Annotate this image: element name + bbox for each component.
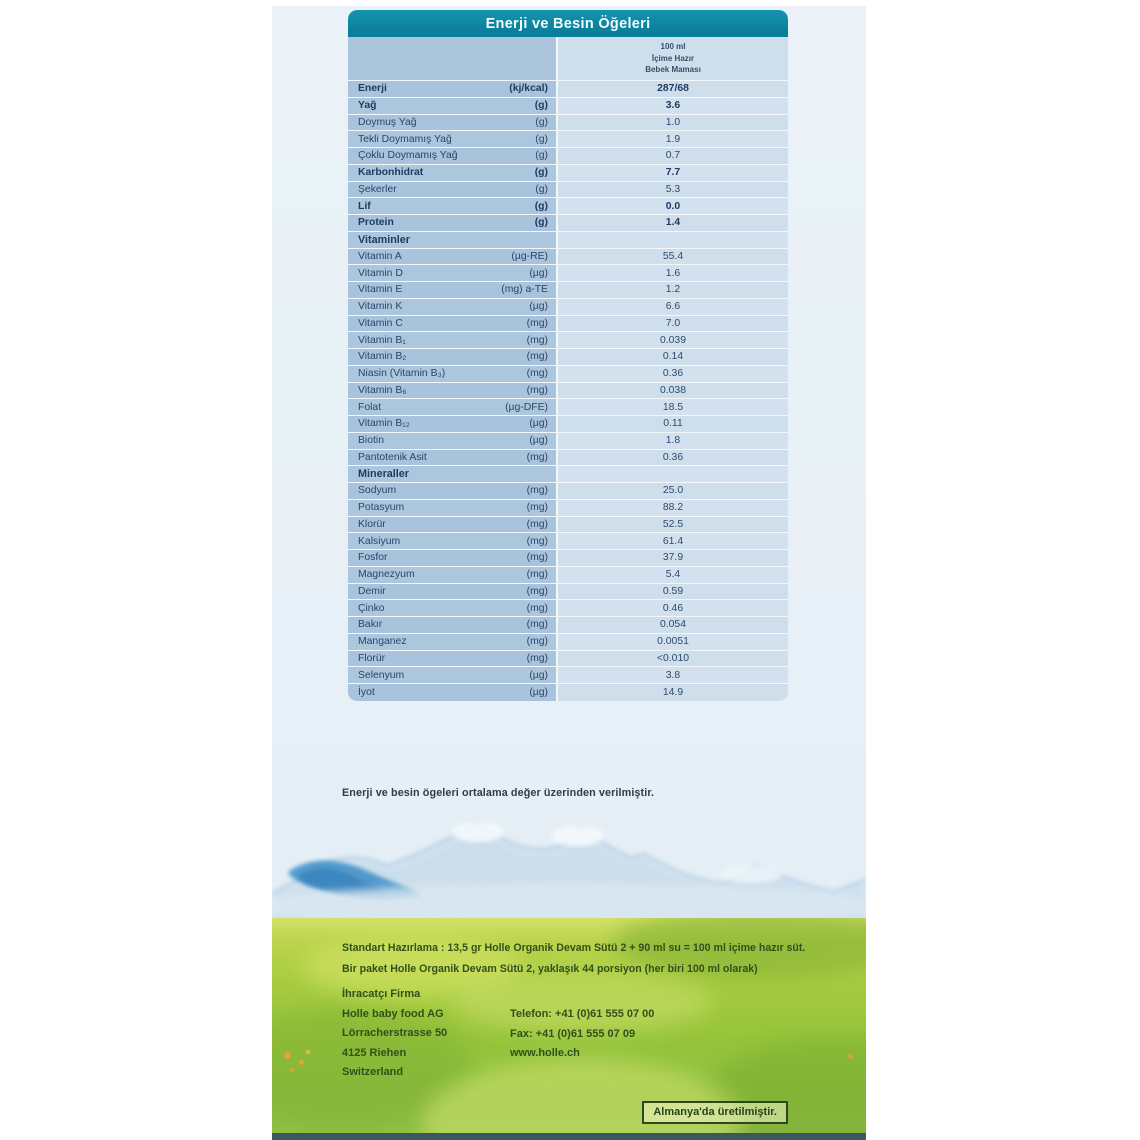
row-value: 0.59 [662, 585, 684, 597]
contact-website: www.holle.ch [510, 1047, 580, 1060]
row-label: Enerji [358, 83, 387, 95]
row-label: Vitaminler [358, 233, 411, 246]
row-value-cell [558, 416, 788, 432]
exporter-line: 4125 Riehen [342, 1046, 407, 1059]
row-label-cell [348, 282, 558, 298]
table-row [348, 383, 788, 400]
preparation-text [342, 938, 812, 979]
table-row [348, 349, 788, 366]
table-row [348, 215, 788, 232]
row-value: 0.14 [662, 351, 684, 363]
table-row [348, 98, 788, 115]
row-value-cell [558, 282, 788, 298]
row-label: Şekerler [358, 183, 397, 195]
row-label-cell [348, 332, 558, 348]
row-value: 88.2 [662, 502, 684, 514]
row-label-cell [348, 567, 558, 583]
row-value-cell [558, 433, 788, 449]
row-value: 6.6 [665, 301, 681, 313]
row-label: Doymuş Yağ [358, 116, 417, 128]
row-label: Folat [358, 401, 382, 413]
row-unit: (µg) [529, 686, 548, 698]
row-unit: (mg) [526, 585, 548, 597]
row-unit: (µg) [529, 301, 548, 313]
row-value: 0.054 [659, 619, 686, 631]
row-label-cell [348, 198, 558, 214]
row-value-cell [558, 215, 788, 231]
row-label: Florür [358, 652, 386, 664]
table-row [348, 249, 788, 266]
row-label-cell [348, 165, 558, 181]
row-value: 0.36 [662, 368, 684, 380]
row-value-cell [558, 131, 788, 147]
nutrition-rows [348, 81, 788, 701]
row-value: 287/68 [657, 83, 689, 95]
row-label-cell [348, 533, 558, 549]
row-unit: (µg-RE) [511, 250, 548, 262]
row-label: Vitamin E [358, 284, 403, 296]
row-label: Pantotenik Asit [358, 451, 427, 463]
contact-info [510, 1005, 654, 1064]
column-header-line: İçime Hazır [651, 53, 695, 63]
row-label-cell [348, 148, 558, 164]
contact-phone: Telefon: +41 (0)61 555 07 00 [510, 1008, 655, 1020]
column-header-line: 100 ml [660, 42, 686, 52]
row-label-cell [348, 634, 558, 650]
flower-icon [848, 1054, 853, 1059]
row-unit: (g) [534, 200, 548, 212]
table-row [348, 399, 788, 416]
row-label: Vitamin C [358, 317, 403, 329]
row-label: Çoklu Doymamış Yağ [358, 150, 458, 162]
row-value-cell [558, 399, 788, 415]
row-label-cell [348, 450, 558, 466]
made-in-badge: Almanya'da üretilmiştir. [642, 1101, 788, 1124]
row-value-cell [558, 316, 788, 332]
row-label: Vitamin D [358, 267, 403, 279]
row-unit: (g) [535, 183, 548, 195]
row-unit: (mg) [526, 636, 548, 648]
row-unit: (mg) [526, 351, 548, 363]
row-unit: (µg-DFE) [505, 401, 548, 413]
row-value-cell [558, 466, 788, 482]
bottom-strip [272, 1133, 866, 1140]
table-row [348, 533, 788, 550]
table-row [348, 600, 788, 617]
row-label-cell [348, 550, 558, 566]
mountain-illustration [272, 794, 866, 934]
row-label-cell [348, 584, 558, 600]
nutrition-table [348, 10, 788, 701]
row-label-cell [348, 466, 558, 482]
table-title: Enerji ve Besin Öğeleri [348, 10, 788, 37]
row-value-cell [558, 550, 788, 566]
row-label-cell [348, 249, 558, 265]
row-label: Demir [358, 585, 386, 597]
table-row [348, 584, 788, 601]
row-label-cell [348, 433, 558, 449]
row-label: Manganez [358, 636, 407, 648]
row-value-cell [558, 366, 788, 382]
flower-icon [306, 1050, 310, 1054]
row-value-cell [558, 634, 788, 650]
row-value: 5.3 [665, 183, 681, 195]
row-value-cell [558, 383, 788, 399]
row-label: Vitamin B₂ [358, 351, 407, 363]
row-value: 1.9 [665, 133, 681, 145]
table-row [348, 332, 788, 349]
row-label: Vitamin K [358, 301, 403, 313]
row-label: Mineraller [358, 468, 410, 481]
row-label-cell [348, 81, 558, 97]
table-row [348, 316, 788, 333]
row-value: 7.7 [665, 167, 681, 179]
table-row [348, 634, 788, 651]
row-value: 55.4 [662, 250, 684, 262]
row-value-cell [558, 651, 788, 667]
row-label-cell [348, 182, 558, 198]
row-label-cell [348, 651, 558, 667]
row-value-cell [558, 115, 788, 131]
row-value: 3.6 [665, 100, 681, 112]
row-value: 1.4 [665, 217, 681, 229]
row-unit: (g) [535, 150, 548, 162]
row-value-cell [558, 567, 788, 583]
row-label-cell [348, 366, 558, 382]
row-label-cell [348, 667, 558, 683]
row-value: 37.9 [662, 552, 684, 564]
row-unit: (mg) [526, 619, 548, 631]
row-label: Vitamin B₁₂ [358, 418, 410, 430]
row-unit: (mg) [526, 334, 548, 346]
table-row [348, 366, 788, 383]
row-value-cell [558, 249, 788, 265]
row-value: 0.36 [662, 451, 684, 463]
row-label: Lif [358, 200, 371, 212]
row-value: 1.8 [665, 435, 681, 447]
column-header-value-cell [558, 37, 788, 80]
row-label-cell [348, 232, 558, 248]
row-value-cell [558, 81, 788, 97]
preparation-label: Standart Hazırlama [342, 942, 438, 954]
row-unit: (mg) [526, 451, 548, 463]
row-unit: (mg) [526, 502, 548, 514]
row-value: 0.038 [659, 384, 686, 396]
row-unit: (g) [534, 167, 548, 179]
row-label: Sodyum [358, 485, 397, 497]
row-value-cell [558, 198, 788, 214]
row-value-cell [558, 299, 788, 315]
row-label-cell [348, 383, 558, 399]
row-value: 14.9 [662, 686, 684, 698]
row-unit: (mg) [526, 317, 548, 329]
table-row [348, 550, 788, 567]
row-unit: (mg) [526, 652, 548, 664]
row-value-cell [558, 265, 788, 281]
row-value-cell [558, 517, 788, 533]
row-value-cell [558, 617, 788, 633]
table-row [348, 483, 788, 500]
row-value-cell [558, 483, 788, 499]
row-value-cell [558, 500, 788, 516]
row-label: Selenyum [358, 669, 405, 681]
table-row [348, 651, 788, 668]
row-unit: (g) [534, 100, 548, 112]
column-header-empty-cell [348, 37, 558, 80]
table-row [348, 148, 788, 165]
row-label: Çinko [358, 602, 385, 614]
row-value-cell [558, 667, 788, 683]
table-row [348, 282, 788, 299]
row-label: Tekli Doymamış Yağ [358, 133, 452, 145]
table-row [348, 684, 788, 701]
row-unit: (mg) [526, 485, 548, 497]
row-unit: (g) [535, 133, 548, 145]
row-unit: (mg) [526, 368, 548, 380]
table-row [348, 182, 788, 199]
row-value: 52.5 [662, 518, 684, 530]
row-value-cell [558, 232, 788, 248]
row-value-cell [558, 148, 788, 164]
table-row [348, 198, 788, 215]
section-row [348, 232, 788, 249]
row-label: Niasin (Vitamin B₃) [358, 368, 446, 380]
label-panel [272, 6, 866, 1140]
row-value: 1.0 [665, 116, 681, 128]
row-unit: (µg) [529, 435, 548, 447]
row-unit: (mg) [526, 535, 548, 547]
row-value-cell [558, 332, 788, 348]
row-value-cell [558, 533, 788, 549]
preparation-line1 [342, 938, 812, 959]
row-label: Biotin [358, 435, 384, 447]
row-label-cell [348, 399, 558, 415]
preparation-line1-rest: : 13,5 gr Holle Organik Devam Sütü 2 + 90 ml su = 100 ml içime hazır süt. [437, 942, 806, 954]
row-value: 7.0 [665, 317, 681, 329]
row-value: 0.0 [665, 200, 681, 212]
row-unit: (g) [535, 116, 548, 128]
row-value-cell [558, 165, 788, 181]
row-value-cell [558, 600, 788, 616]
table-row [348, 667, 788, 684]
table-row [348, 115, 788, 132]
row-label: Klorür [358, 518, 386, 530]
row-value: <0.010 [656, 652, 690, 664]
row-value: 0.11 [663, 418, 683, 430]
table-row [348, 500, 788, 517]
row-label-cell [348, 483, 558, 499]
row-value: 5.4 [665, 569, 681, 581]
row-unit: (µg) [529, 267, 548, 279]
row-label-cell [348, 600, 558, 616]
row-unit: (kj/kcal) [509, 83, 548, 95]
exporter-line: Holle baby food AG [342, 1007, 444, 1020]
row-unit: (µg) [529, 669, 548, 681]
column-header-line: Bebek Maması [645, 65, 701, 75]
row-unit: (mg) [526, 569, 548, 581]
row-label-cell [348, 98, 558, 114]
exporter-line: Lörracherstrasse 50 [342, 1027, 448, 1040]
row-unit: (g) [534, 217, 548, 229]
row-label-cell [348, 299, 558, 315]
row-value: 0.7 [665, 150, 681, 162]
flower-icon [284, 1052, 291, 1059]
row-label: Bakır [358, 619, 383, 631]
row-value-cell [558, 584, 788, 600]
row-value-cell [558, 684, 788, 701]
flower-icon [299, 1060, 304, 1065]
row-value: 1.2 [665, 284, 681, 296]
table-row [348, 617, 788, 634]
row-value-cell [558, 349, 788, 365]
table-row [348, 433, 788, 450]
row-label-cell [348, 349, 558, 365]
exporter-info [342, 985, 447, 1083]
section-row [348, 466, 788, 483]
table-row [348, 416, 788, 433]
row-label: Karbonhidrat [358, 167, 424, 179]
row-label-cell [348, 617, 558, 633]
row-label-cell [348, 684, 558, 701]
flower-icon [290, 1068, 294, 1072]
table-row [348, 567, 788, 584]
row-label-cell [348, 131, 558, 147]
preparation-line2: Bir paket Holle Organik Devam Sütü 2, yaklaşık 44 porsiyon (her biri 100 ml olarak) [342, 962, 758, 975]
table-row [348, 265, 788, 282]
column-header [348, 37, 788, 81]
table-row [348, 299, 788, 316]
row-unit: (µg) [529, 418, 548, 430]
row-label: Kalsiyum [358, 535, 401, 547]
row-unit: (mg) [526, 384, 548, 396]
row-value: 61.4 [662, 535, 684, 547]
table-row [348, 517, 788, 534]
row-value-cell [558, 98, 788, 114]
row-value: 0.46 [662, 602, 684, 614]
note-text: Enerji ve besin ögeleri ortalama değer üzerinden verilmiştir. [342, 787, 655, 799]
row-label-cell [348, 500, 558, 516]
row-label: Protein [358, 217, 394, 229]
row-label: Vitamin B₁ [358, 334, 406, 346]
row-label-cell [348, 416, 558, 432]
table-row [348, 450, 788, 467]
exporter-heading: İhracatçı Firma [342, 988, 421, 1000]
row-value-cell [558, 450, 788, 466]
row-value: 25.0 [662, 485, 684, 497]
row-label: Potasyum [358, 502, 405, 514]
row-unit: (mg) [526, 602, 548, 614]
row-label: Magnezyum [358, 569, 415, 581]
row-value: 18.5 [662, 401, 684, 413]
row-label-cell [348, 115, 558, 131]
row-value: 0.039 [659, 334, 686, 346]
row-value: 3.8 [665, 669, 681, 681]
row-label-cell [348, 265, 558, 281]
row-label: Vitamin A [358, 250, 402, 262]
row-label: Yağ [358, 100, 377, 112]
row-value-cell [558, 182, 788, 198]
row-unit: (mg) a-TE [501, 284, 548, 296]
table-row [348, 81, 788, 98]
exporter-line: Switzerland [342, 1066, 404, 1079]
row-label: İyot [358, 686, 375, 698]
row-label-cell [348, 215, 558, 231]
row-unit: (mg) [526, 552, 548, 564]
row-unit: (mg) [526, 518, 548, 530]
table-row [348, 165, 788, 182]
row-label: Fosfor [358, 552, 388, 564]
row-value: 1.6 [665, 267, 681, 279]
row-value: 0.0051 [657, 636, 689, 648]
row-label-cell [348, 316, 558, 332]
row-label-cell [348, 517, 558, 533]
row-label: Vitamin B₆ [358, 384, 407, 396]
table-row [348, 131, 788, 148]
contact-fax: Fax: +41 (0)61 555 07 09 [510, 1027, 636, 1040]
